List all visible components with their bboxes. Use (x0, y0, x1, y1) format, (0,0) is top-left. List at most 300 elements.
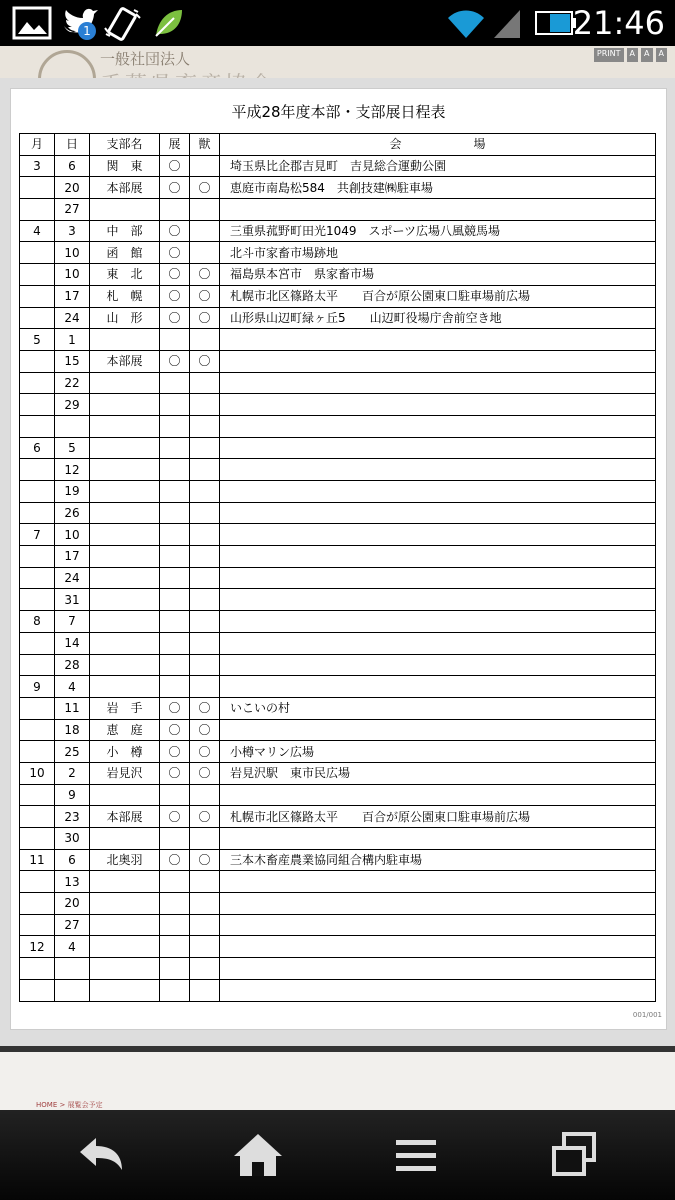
table-row (20, 155, 656, 177)
breadcrumb-current: 展覧会予定 (67, 1101, 103, 1109)
cell-exhibit: 〇 (160, 849, 190, 871)
cell-exhibit (160, 437, 190, 459)
cell-branch (90, 589, 160, 611)
cell-beast (190, 524, 220, 546)
table-row (20, 546, 656, 568)
notification-badge: 1 (78, 22, 96, 40)
cell-day: 20 (55, 177, 90, 199)
cell-beast (190, 611, 220, 633)
table-row (20, 199, 656, 221)
cell-venue (220, 958, 656, 980)
clock: 21:46 (572, 4, 665, 42)
header-beast: 獣 (190, 134, 220, 156)
cell-month: 10 (20, 762, 55, 784)
cell-beast: 〇 (190, 177, 220, 199)
cell-month: 12 (20, 936, 55, 958)
cell-venue (220, 437, 656, 459)
table-row (20, 329, 656, 351)
table-row (20, 177, 656, 199)
cell-branch: 本部展 (90, 806, 160, 828)
cell-day: 17 (55, 546, 90, 568)
cell-beast: 〇 (190, 697, 220, 719)
header-month: 月 (20, 134, 55, 156)
cell-venue: 福島県本宮市 県家畜市場 (220, 264, 656, 286)
table-row (20, 914, 656, 936)
cell-exhibit (160, 546, 190, 568)
cell-beast (190, 632, 220, 654)
cell-month: 8 (20, 611, 55, 633)
table-row (20, 958, 656, 980)
cell-branch: 岩見沢 (90, 762, 160, 784)
cell-exhibit (160, 914, 190, 936)
cell-day (55, 958, 90, 980)
cell-day: 2 (55, 762, 90, 784)
cell-day: 28 (55, 654, 90, 676)
cell-branch (90, 437, 160, 459)
header-branch: 支部名 (90, 134, 160, 156)
cell-exhibit (160, 589, 190, 611)
table-row (20, 415, 656, 437)
org-prefix: 一般社団法人 (100, 50, 191, 68)
cell-beast (190, 481, 220, 503)
cell-day: 15 (55, 350, 90, 372)
cell-month: 9 (20, 676, 55, 698)
cell-venue: 札幌市北区篠路太平 百合が原公園東口駐車場前広場 (220, 806, 656, 828)
cell-month (20, 871, 55, 893)
header-day: 日 (55, 134, 90, 156)
cell-exhibit (160, 524, 190, 546)
cell-exhibit: 〇 (160, 762, 190, 784)
cell-day: 4 (55, 936, 90, 958)
table-header-row (20, 134, 656, 156)
cell-day: 10 (55, 242, 90, 264)
cell-month (20, 546, 55, 568)
table-row (20, 285, 656, 307)
cell-venue (220, 676, 656, 698)
cell-beast (190, 589, 220, 611)
cell-beast (190, 220, 220, 242)
cell-exhibit: 〇 (160, 719, 190, 741)
cell-venue (220, 459, 656, 481)
cell-beast (190, 871, 220, 893)
cell-beast (190, 546, 220, 568)
cell-exhibit (160, 784, 190, 806)
cell-exhibit: 〇 (160, 242, 190, 264)
cell-venue (220, 546, 656, 568)
cell-beast: 〇 (190, 762, 220, 784)
cell-branch (90, 784, 160, 806)
cell-beast (190, 676, 220, 698)
schedule-table (19, 133, 656, 1002)
cell-venue (220, 350, 656, 372)
cell-branch: 小 樽 (90, 741, 160, 763)
cell-branch (90, 199, 160, 221)
cell-venue (220, 979, 656, 1001)
table-row (20, 502, 656, 524)
cell-month (20, 481, 55, 503)
table-row (20, 871, 656, 893)
header-exhibit: 展 (160, 134, 190, 156)
table-row (20, 741, 656, 763)
table-row (20, 979, 656, 1001)
cell-month (20, 350, 55, 372)
cell-exhibit (160, 372, 190, 394)
print-button[interactable]: PRINT (594, 48, 624, 62)
cell-beast (190, 242, 220, 264)
cell-day: 30 (55, 828, 90, 850)
cell-day: 19 (55, 481, 90, 503)
document-page (10, 88, 667, 1030)
cell-exhibit: 〇 (160, 220, 190, 242)
cell-branch: 本部展 (90, 350, 160, 372)
cell-venue (220, 611, 656, 633)
cell-branch (90, 502, 160, 524)
cell-beast: 〇 (190, 741, 220, 763)
font-size-small-button[interactable]: A (627, 48, 638, 62)
cell-venue (220, 632, 656, 654)
android-nav-bar (0, 1110, 675, 1200)
cell-venue (220, 828, 656, 850)
cell-branch: 中 部 (90, 220, 160, 242)
table-row (20, 524, 656, 546)
cell-beast (190, 979, 220, 1001)
cell-month: 11 (20, 849, 55, 871)
table-row (20, 828, 656, 850)
cell-month (20, 741, 55, 763)
cell-branch (90, 654, 160, 676)
cell-beast: 〇 (190, 806, 220, 828)
wifi-icon (446, 6, 486, 40)
cell-day: 10 (55, 524, 90, 546)
cell-branch (90, 676, 160, 698)
cell-day: 24 (55, 307, 90, 329)
cell-month (20, 242, 55, 264)
breadcrumb-separator: > (59, 1101, 66, 1109)
cell-beast: 〇 (190, 719, 220, 741)
breadcrumb (36, 1100, 103, 1110)
cell-exhibit (160, 567, 190, 589)
cell-branch (90, 632, 160, 654)
cell-branch: 恵 庭 (90, 719, 160, 741)
cell-day: 12 (55, 459, 90, 481)
cell-month (20, 502, 55, 524)
menu-icon[interactable] (386, 1130, 446, 1180)
cell-month (20, 654, 55, 676)
cell-exhibit (160, 936, 190, 958)
table-row (20, 806, 656, 828)
cell-branch: 関 東 (90, 155, 160, 177)
table-row (20, 567, 656, 589)
cell-venue: 三重県菰野町田光1049 スポーツ広場八風競馬場 (220, 220, 656, 242)
cell-day: 29 (55, 394, 90, 416)
cell-venue (220, 654, 656, 676)
cell-venue: 小樽マリン広場 (220, 741, 656, 763)
cell-branch (90, 329, 160, 351)
cell-venue (220, 502, 656, 524)
cell-beast: 〇 (190, 849, 220, 871)
cell-branch (90, 394, 160, 416)
cell-month (20, 719, 55, 741)
cell-exhibit (160, 632, 190, 654)
cell-venue: 山形県山辺町緑ヶ丘5 山辺町役場庁舎前空き地 (220, 307, 656, 329)
cell-branch (90, 611, 160, 633)
page-below-viewer (0, 1052, 675, 1110)
table-row (20, 437, 656, 459)
cell-venue (220, 871, 656, 893)
cell-branch (90, 567, 160, 589)
cell-month (20, 285, 55, 307)
cell-beast (190, 394, 220, 416)
table-row (20, 307, 656, 329)
cell-beast (190, 914, 220, 936)
document-title: 平成28年度本部・支部展日程表 (231, 103, 446, 121)
cell-branch (90, 893, 160, 915)
cell-month (20, 307, 55, 329)
cell-month: 7 (20, 524, 55, 546)
cell-beast (190, 784, 220, 806)
cell-day: 1 (55, 329, 90, 351)
table-row (20, 459, 656, 481)
cell-day: 7 (55, 611, 90, 633)
cell-exhibit: 〇 (160, 177, 190, 199)
cell-venue (220, 394, 656, 416)
cell-exhibit (160, 611, 190, 633)
cell-branch: 北奥羽 (90, 849, 160, 871)
cell-exhibit (160, 502, 190, 524)
cell-beast (190, 958, 220, 980)
cell-day: 22 (55, 372, 90, 394)
cell-beast (190, 502, 220, 524)
cell-day: 5 (55, 437, 90, 459)
cell-branch (90, 546, 160, 568)
cell-beast (190, 459, 220, 481)
cell-venue: 札幌市北区篠路太平 百合が原公園東口駐車場前広場 (220, 285, 656, 307)
cell-day (55, 979, 90, 1001)
vibrate-icon (104, 6, 142, 42)
cell-beast (190, 415, 220, 437)
cell-venue (220, 784, 656, 806)
cell-day: 10 (55, 264, 90, 286)
cell-branch (90, 828, 160, 850)
cell-venue: いこいの村 (220, 697, 656, 719)
cell-venue: 恵庭市南島松584 共創技建㈱駐車場 (220, 177, 656, 199)
cell-venue (220, 329, 656, 351)
cell-venue: 岩見沢駅 東市民広場 (220, 762, 656, 784)
cell-venue: 埼玉県比企郡吉見町 吉見総合運動公園 (220, 155, 656, 177)
cell-exhibit: 〇 (160, 264, 190, 286)
cell-month (20, 784, 55, 806)
cell-month (20, 177, 55, 199)
cell-venue (220, 914, 656, 936)
cell-beast (190, 567, 220, 589)
leaf-icon (152, 6, 186, 40)
cell-beast (190, 437, 220, 459)
signal-icon (492, 6, 522, 40)
cell-exhibit (160, 958, 190, 980)
cell-branch (90, 958, 160, 980)
page-number: 001/001 (632, 1011, 662, 1019)
cell-branch (90, 372, 160, 394)
cell-day: 3 (55, 220, 90, 242)
cell-day: 27 (55, 199, 90, 221)
cell-beast: 〇 (190, 264, 220, 286)
cell-venue (220, 481, 656, 503)
cell-day: 26 (55, 502, 90, 524)
cell-exhibit: 〇 (160, 806, 190, 828)
table-row (20, 893, 656, 915)
cell-day: 17 (55, 285, 90, 307)
cell-exhibit (160, 459, 190, 481)
cell-exhibit (160, 676, 190, 698)
cell-venue (220, 893, 656, 915)
cell-branch: 東 北 (90, 264, 160, 286)
cell-beast (190, 372, 220, 394)
cell-day: 4 (55, 676, 90, 698)
cell-exhibit: 〇 (160, 697, 190, 719)
cell-venue (220, 415, 656, 437)
cell-exhibit (160, 394, 190, 416)
cell-month (20, 697, 55, 719)
cell-beast: 〇 (190, 285, 220, 307)
cell-exhibit (160, 415, 190, 437)
cell-exhibit: 〇 (160, 350, 190, 372)
cell-branch (90, 979, 160, 1001)
schedule-body (20, 155, 656, 1001)
cell-day: 20 (55, 893, 90, 915)
gallery-icon (12, 6, 52, 40)
cell-day: 31 (55, 589, 90, 611)
cell-month (20, 415, 55, 437)
cell-beast (190, 654, 220, 676)
pdf-viewer[interactable] (0, 78, 675, 1046)
cell-month: 5 (20, 329, 55, 351)
cell-branch (90, 914, 160, 936)
cell-month (20, 394, 55, 416)
cell-month (20, 567, 55, 589)
breadcrumb-home-link[interactable]: HOME (36, 1101, 58, 1109)
table-row (20, 611, 656, 633)
cell-exhibit (160, 481, 190, 503)
cell-branch: 山 形 (90, 307, 160, 329)
font-size-large-button[interactable]: A (656, 48, 667, 62)
cell-beast (190, 199, 220, 221)
table-row (20, 697, 656, 719)
cell-month: 6 (20, 437, 55, 459)
cell-day: 6 (55, 849, 90, 871)
cell-month (20, 958, 55, 980)
cell-month (20, 828, 55, 850)
cell-exhibit (160, 893, 190, 915)
cell-venue: 北斗市家畜市場跡地 (220, 242, 656, 264)
cell-day: 25 (55, 741, 90, 763)
battery-icon (534, 6, 578, 40)
print-controls (594, 48, 667, 62)
cell-day: 23 (55, 806, 90, 828)
table-row (20, 849, 656, 871)
cell-branch: 札 幌 (90, 285, 160, 307)
cell-day: 11 (55, 697, 90, 719)
cell-beast (190, 155, 220, 177)
cell-month (20, 979, 55, 1001)
cell-exhibit: 〇 (160, 285, 190, 307)
cell-day: 14 (55, 632, 90, 654)
cell-beast (190, 828, 220, 850)
table-row (20, 936, 656, 958)
back-icon[interactable] (72, 1130, 132, 1180)
cell-branch (90, 415, 160, 437)
cell-exhibit: 〇 (160, 155, 190, 177)
cell-venue (220, 372, 656, 394)
table-row (20, 350, 656, 372)
cell-day: 27 (55, 914, 90, 936)
home-icon[interactable] (228, 1130, 288, 1180)
cell-branch (90, 524, 160, 546)
status-bar (0, 0, 675, 46)
cell-day: 24 (55, 567, 90, 589)
cell-month (20, 806, 55, 828)
cell-venue: 三本木畜産農業協同組合構内駐車場 (220, 849, 656, 871)
cell-month (20, 589, 55, 611)
cell-day: 13 (55, 871, 90, 893)
cell-month: 3 (20, 155, 55, 177)
cell-month (20, 632, 55, 654)
cell-exhibit (160, 654, 190, 676)
cell-day: 18 (55, 719, 90, 741)
cell-branch: 函 館 (90, 242, 160, 264)
cell-day: 9 (55, 784, 90, 806)
table-row (20, 784, 656, 806)
table-row (20, 220, 656, 242)
cell-month (20, 914, 55, 936)
cell-branch: 岩 手 (90, 697, 160, 719)
cell-exhibit (160, 871, 190, 893)
font-size-medium-button[interactable]: A (641, 48, 652, 62)
recent-apps-icon[interactable] (544, 1130, 604, 1180)
table-row (20, 372, 656, 394)
table-row (20, 481, 656, 503)
cell-beast: 〇 (190, 307, 220, 329)
cell-beast (190, 329, 220, 351)
cell-branch (90, 481, 160, 503)
cell-venue (220, 719, 656, 741)
header-venue: 会 場 (220, 134, 656, 156)
cell-month (20, 893, 55, 915)
cell-month (20, 264, 55, 286)
table-row (20, 589, 656, 611)
cell-month (20, 459, 55, 481)
cell-exhibit (160, 329, 190, 351)
cell-branch (90, 871, 160, 893)
cell-exhibit: 〇 (160, 307, 190, 329)
table-row (20, 264, 656, 286)
cell-month (20, 372, 55, 394)
cell-branch (90, 936, 160, 958)
table-row (20, 654, 656, 676)
cell-branch (90, 459, 160, 481)
cell-venue (220, 936, 656, 958)
cell-venue (220, 567, 656, 589)
cell-venue (220, 589, 656, 611)
cell-month (20, 199, 55, 221)
cell-branch: 本部展 (90, 177, 160, 199)
table-row (20, 676, 656, 698)
cell-exhibit (160, 199, 190, 221)
cell-month: 4 (20, 220, 55, 242)
cell-exhibit (160, 828, 190, 850)
cell-exhibit: 〇 (160, 741, 190, 763)
table-row (20, 719, 656, 741)
cell-venue (220, 199, 656, 221)
